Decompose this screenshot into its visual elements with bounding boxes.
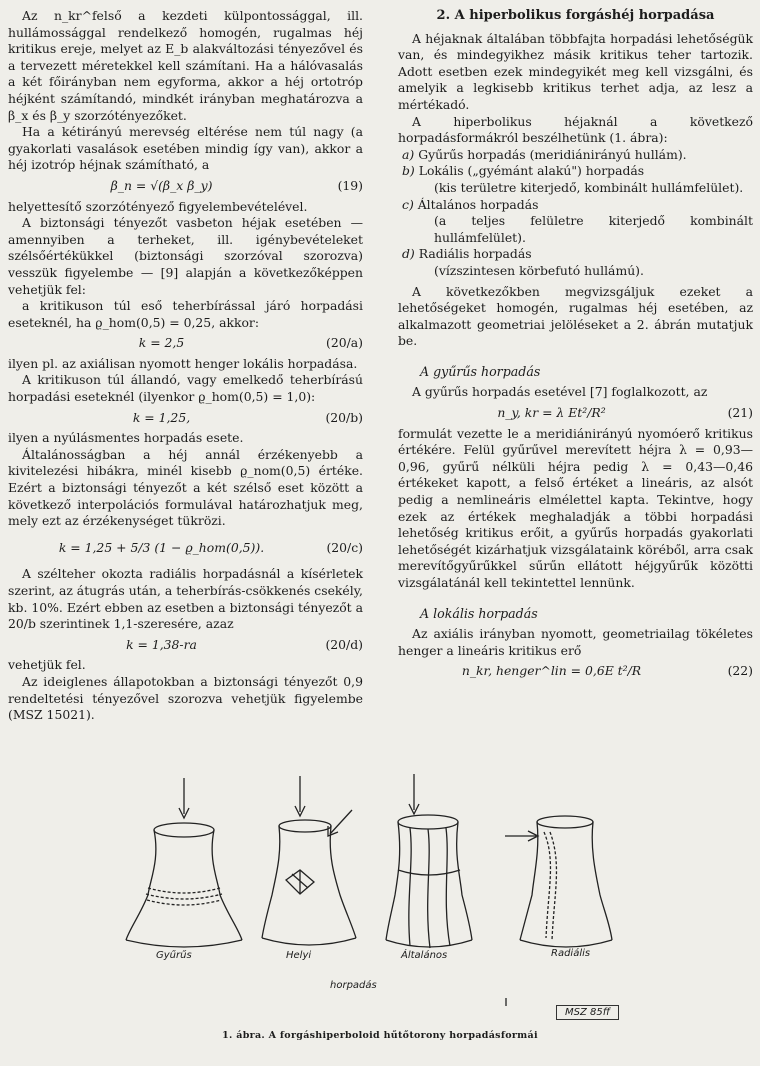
equation-22: n_kr, henger^lin = 0,6E t²/R (22) [461,663,753,679]
list-item-detail: (vízszintesen körbefutó hullámú). [434,262,644,278]
tower-ring-buckling [126,778,242,947]
tower-radial-buckling [505,816,612,947]
paragraph: formulát vezette le a meridiánirányú nyomóerő kritikus értékére. Felül gyűrűvel merevített héjra λ = 0,93—0,96, gyűrű nélküli héjra pedig λ = 0,43—0,46 értékeket kapott, a felső értéket a lineáris, az alsót pedig a nemlineáris elmélettel kapta. Tekintve, hogy ezek az értékek meghaladják a többi horpadási lehetőség kritikus erőit, a gyűrűs horpadás gyakorlati lehetőségét kizárhatjuk vizsgálataink köréből, arra csak merevítőgyűrűkkel sűrűn ellátott héjgyűrűk közötti vizsgálatánál kell tekintettel lennünk. [398,425,753,590]
paragraph: A héjaknak általában többfajta horpadási lehetőségük van, és mindegyikhez másik kritikus teher tartozik. Adott esetben ezek mindegyikét meg kell vizsgálni, és amelyik a legkisebb kritikus terhet adja, az lesz a mértékadó. [398,30,753,112]
figure-label: Radiális [551,948,591,959]
subsection-title: A lokális horpadás [420,605,538,621]
paragraph: A kritikuson túl állandó, vagy emelkedő teherbírású horpadási eseteknél (ilyenkor ϱ_hom(0,5) = 1,0): [8,372,363,405]
figure-1 [0,770,760,1066]
paragraph: A hiperbolikus héjaknál a következő horpadásformákról beszélhetünk (1. ábra): [398,113,753,146]
paragraph: Általánosságban a héj annál érzékenyebb a kivitelezési hibákra, minél kisebb ϱ_nom(0,5) értéke. Ezért a biztonsági tényezőt a két szélső eset között a következő interpolációs formulával határozhatjuk meg, mely ezt az érzékenységet tükrözi. [8,446,363,529]
equation-21: n_y, kr = λ Et²/R² (21) [497,405,753,421]
list-item: b) Lokális („gyémánt alakú") horpadás [402,163,645,179]
tower-general-buckling [386,774,472,948]
equation-20b: k = 1,25, (20/b) [132,409,363,425]
figure-caption: 1. ábra. A forgáshiperboloid hűtőtorony horpadásformái [222,1030,538,1041]
stamp-box: MSZ 85ff [556,1005,619,1020]
paragraph: Ha a kétirányú merevség eltérése nem túl nagy (a gyakorlati vasalások esetében mindig így van), akkor a héj izotróp héjnak számítható, a [8,124,363,173]
paragraph: helyettesítő szorzótényező figyelembevételével. [8,198,308,214]
left-column [8,8,363,724]
list-item: d) Radiális horpadás [402,246,532,262]
figure-group-label: horpadás [330,980,377,991]
paragraph: ilyen a nyúlásmentes horpadás esete. [8,430,244,446]
paragraph: A szélteher okozta radiális horpadásnál a kísérletek szerint, az átugrás után, a teherbírás-csökkenés csekély, kb. 10%. Ezért ebben az esetben a biztonsági tényezőt a 20/b szerintinek 1,1-szeresére, azaz [8,566,363,632]
buckling-forms-drawing [0,770,760,1066]
equation-20d: k = 1,38-ra (20/d) [126,636,363,652]
list-item-detail: (kis területre kiterjedő, kombinált hullámfelület). [434,179,744,195]
list-item-detail: (a teljes felületre kiterjedő kombinált hullámfelület). [434,213,753,245]
tower-local-buckling [262,776,356,945]
subsection-title: A gyűrűs horpadás [420,363,541,379]
paragraph: vehetjük fel. [8,657,86,673]
right-column [398,8,753,684]
list-item: a) Gyűrűs horpadás (meridiánirányú hullám). [402,146,687,162]
paragraph: A következőkben megvizsgáljuk ezeket a lehetőségeket homogén, rugalmas héj esetében, az alkalmazott geometriai jelöléseket a 2. ábrán mutatjuk be. [398,283,753,349]
paragraph: Az ideiglenes állapotokban a biztonsági tényezőt 0,9 rendeltetési tényezővel szorozva vehetjük figyelembe (MSZ 15021). [8,673,363,723]
buckling-list [398,147,753,280]
equation-19: β_n = √(β_x β_y) (19) [110,177,363,193]
paragraph: ilyen pl. az axiálisan nyomott henger lokális horpadása. [8,355,358,371]
figure-label: Helyi [286,950,312,961]
equation-20c: k = 1,25 + 5/3 (1 − ϱ_hom(0,5)). (20/c) [58,539,363,555]
paragraph: a kritikuson túl eső teherbírással járó horpadási eseteknél, ha ϱ_hom(0,5) = 0,25, akkor: [8,298,363,330]
paragraph: A biztonsági tényezőt vasbeton héjak esetében — amennyiben a terheket, ill. igénybevételeket szélsőértékükkel (biztonsági szorzóval szorozva) vesszük figyelembe — [9] alapján a következőképpen vehetjük fel: [8,215,363,297]
figure-label: Általános [401,950,448,961]
paragraph: Az n_kr^felső a kezdeti külpontossággal, ill. hullámossággal rendelkező homogén, rugalmas héj kritikus ereje, melyet az E_b alakváltozási tényezővel és a tervezett méretekkel kell számítani. Ha a hálóvasalás a két főirányban nem egyforma, akkor a héj ortotróp héjként számítandó, mindkét irányban meghatározva a β_x és β_y szorzótényezőket. [8,8,363,123]
paragraph: A gyűrűs horpadás esetével [7] foglalkozott, az [412,384,708,400]
list-item: c) Általános horpadás [402,196,539,212]
section-title: 2. A hiperbolikus forgáshéj horpadása [436,8,715,23]
figure-label: Gyűrűs [156,950,192,961]
equation-20a: k = 2,5 (20/a) [138,335,363,351]
paragraph: Az axiális irányban nyomott, geometriailag tökéletes henger a lineáris kritikus erő [398,626,753,658]
